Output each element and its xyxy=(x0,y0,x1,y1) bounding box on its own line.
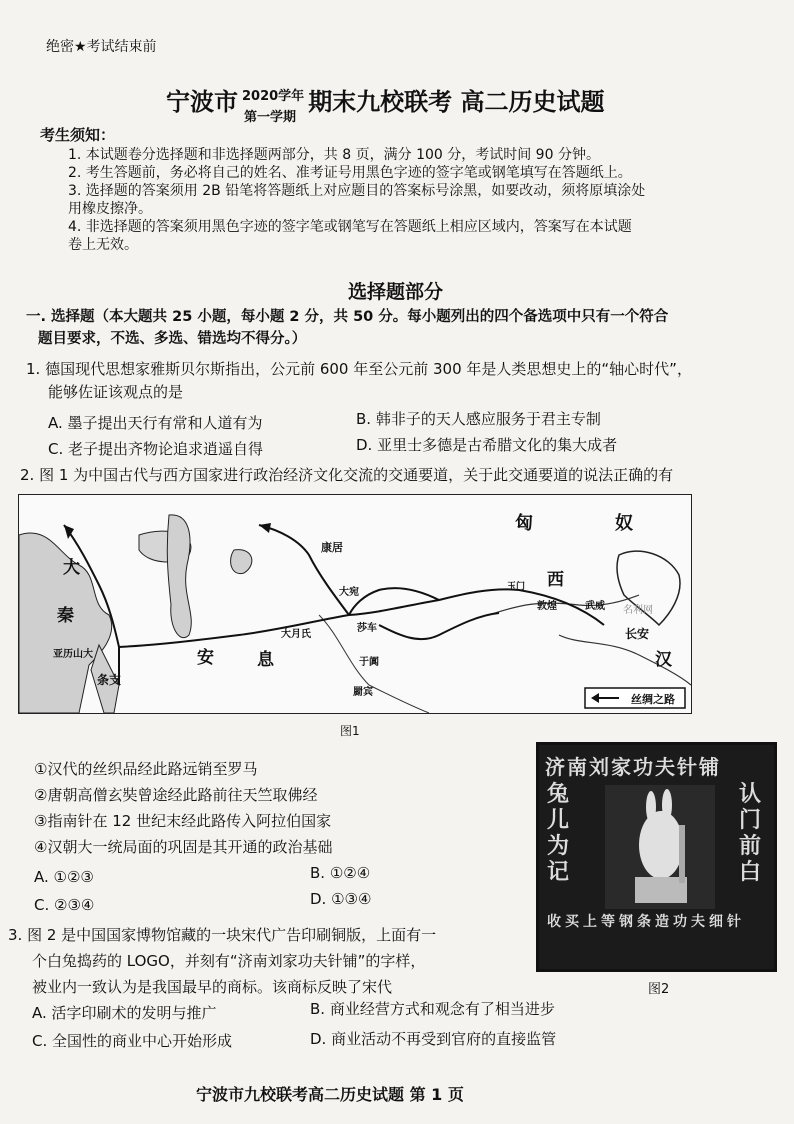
q2-option-c: C. ②③④ xyxy=(34,896,95,914)
silk-road-map xyxy=(18,494,692,714)
q2-option-d: D. ①③④ xyxy=(310,890,372,908)
notice-heading: 考生须知： xyxy=(40,126,116,144)
q3-option-a: A. 活字印刷术的发明与推广 xyxy=(32,1004,217,1022)
figure-1-caption: 图1 xyxy=(340,724,360,738)
title-term: 第一学期 xyxy=(244,110,297,125)
q1-option-c: C. 老子提出齐物论追求逍遥自得 xyxy=(48,440,264,458)
q1-option-a: A. 墨子提出天行有常和人道有为 xyxy=(48,414,263,432)
q3-stem-line-3: 被业内一致认为是我国最早的商标。该商标反映了宋代 xyxy=(32,978,393,996)
map-label-xiongnu-2: 奴 xyxy=(615,513,633,534)
exam-title xyxy=(166,82,605,117)
map-label-han: 汉 xyxy=(655,650,672,670)
part-line-2: 题目要求，不选、多选、错选均不得分。） xyxy=(38,331,307,347)
q3-option-d: D. 商业活动不再受到官府的直接监管 xyxy=(310,1030,557,1048)
section-title: 选择题部分 xyxy=(348,281,444,303)
rabbit-pounding-medicine-icon xyxy=(605,785,715,909)
plate-right-text: 兔儿为记 xyxy=(547,781,570,885)
notice-item-2: 2. 考生答题前，务必将自己的姓名、准考证号用黑色字迹的签字笔或钢笔填写在答题纸上。 xyxy=(68,165,632,181)
title-city: 宁波市 xyxy=(166,88,238,116)
plate-bottom-text: 收买上等钢条造功夫细针 xyxy=(547,914,745,930)
plate-left-text: 认门前白 xyxy=(739,781,762,885)
map-label-kangju: 康居 xyxy=(321,541,343,554)
title-year: 2020学年 xyxy=(242,89,305,104)
notice-item-3: 3. 选择题的答案须用 2B 铅笔将答题纸上对应题目的答案标号涂黑，如要改动，须将原填涂处 xyxy=(68,183,646,199)
map-label-xi: 西 xyxy=(547,570,564,590)
q2-option-b: B. ①②④ xyxy=(310,864,371,882)
confidential-label: 绝密★考试结束前 xyxy=(46,39,157,55)
map-label-jibin: 罽宾 xyxy=(353,687,373,698)
map-label-dayuan: 大宛 xyxy=(339,587,359,598)
plate-top-text: 济南刘家功夫针铺 xyxy=(545,755,721,779)
notice-item-4: 4. 非选择题的答案须用黑色字迹的签字笔或钢笔写在答题纸上相应区域内，答案写在本试题 xyxy=(68,219,632,235)
map-label-xiongnu-1: 匈 xyxy=(515,513,533,534)
page-footer: 宁波市九校联考高二历史试题 第 1 页 xyxy=(196,1085,464,1104)
q3-option-c: C. 全国性的商业中心开始形成 xyxy=(32,1032,233,1050)
map-label-anxi-1: 安 xyxy=(197,648,214,668)
q2-statement-1: ①汉代的丝织品经此路远销至罗马 xyxy=(34,760,258,778)
map-label-alexandria: 亚历山大 xyxy=(53,649,93,660)
map-label-wumen: 玉门 xyxy=(507,582,526,592)
map-label-changan: 长安 xyxy=(625,627,650,641)
q2-statement-3: ③指南针在 12 世纪末经此路传入阿拉伯国家 xyxy=(34,812,332,830)
notice-item-4-cont: 卷上无效。 xyxy=(68,237,138,253)
q3-stem-line-1: 3. 图 2 是中国国家博物馆藏的一块宋代广告印刷铜版，上面有一 xyxy=(8,926,437,944)
map-legend-label: 丝绸之路 xyxy=(631,693,675,706)
map-label-wuwei: 武威 xyxy=(585,601,605,612)
figure-2-caption: 图2 xyxy=(648,982,670,997)
part-line-1: 一. 选择题（本大题共 25 小题，每小题 2 分，共 50 分。每小题列出的四个备选项中只有一个符合 xyxy=(26,309,669,325)
q1-option-b: B. 韩非子的天人感应服务于君主专制 xyxy=(356,410,601,428)
q1-stem-line-2: 能够佐证该观点的是 xyxy=(48,383,184,401)
map-label-anxi-2: 息 xyxy=(257,650,274,670)
part-instructions xyxy=(26,306,776,350)
map-label-tiaozhi: 条支 xyxy=(97,673,122,687)
q2-stem: 2. 图 1 为中国古代与西方国家进行政治经济文化交流的交通要道，关于此交通要道的说法正确的有 xyxy=(20,466,674,484)
title-main: 期末九校联考 高二历史试题 xyxy=(308,88,605,116)
q2-statement-4: ④汉朝大一统局面的巩固是其开通的政治基础 xyxy=(34,838,333,856)
notice-item-1: 1. 本试题卷分选择题和非选择题两部分，共 8 页，满分 100 分，考试时间 90 分钟。 xyxy=(68,147,600,163)
map-label-qin: 秦 xyxy=(57,606,74,626)
map-label-yutian: 于阗 xyxy=(359,657,379,668)
q2-option-a: A. ①②③ xyxy=(34,868,94,886)
q3-stem-line-2: 个白兔捣药的 LOGO，并刻有“济南刘家功夫针铺”的字样， xyxy=(32,952,426,970)
map-label-da: 大 xyxy=(63,558,80,578)
q1-stem-line-1: 1. 德国现代思想家雅斯贝尔斯指出，公元前 600 年至公元前 300 年是人类思想史上的“轴心时代”， xyxy=(26,360,692,378)
song-advertisement-plate xyxy=(536,742,777,972)
map-label-shache: 莎车 xyxy=(357,623,377,634)
q2-statement-2: ②唐朝高僧玄奘曾途经此路前往天竺取佛经 xyxy=(34,786,318,804)
map-label-dayuezhi: 大月氏 xyxy=(281,629,311,640)
notice-item-3-cont: 用橡皮擦净。 xyxy=(68,201,152,217)
map-label-dunhuang: 敦煌 xyxy=(537,601,557,612)
q3-option-b: B. 商业经营方式和观念有了相当进步 xyxy=(310,1000,555,1018)
q1-option-d: D. 亚里士多德是古希腊文化的集大成者 xyxy=(356,436,618,454)
map-watermark: 名利网 xyxy=(623,605,653,616)
